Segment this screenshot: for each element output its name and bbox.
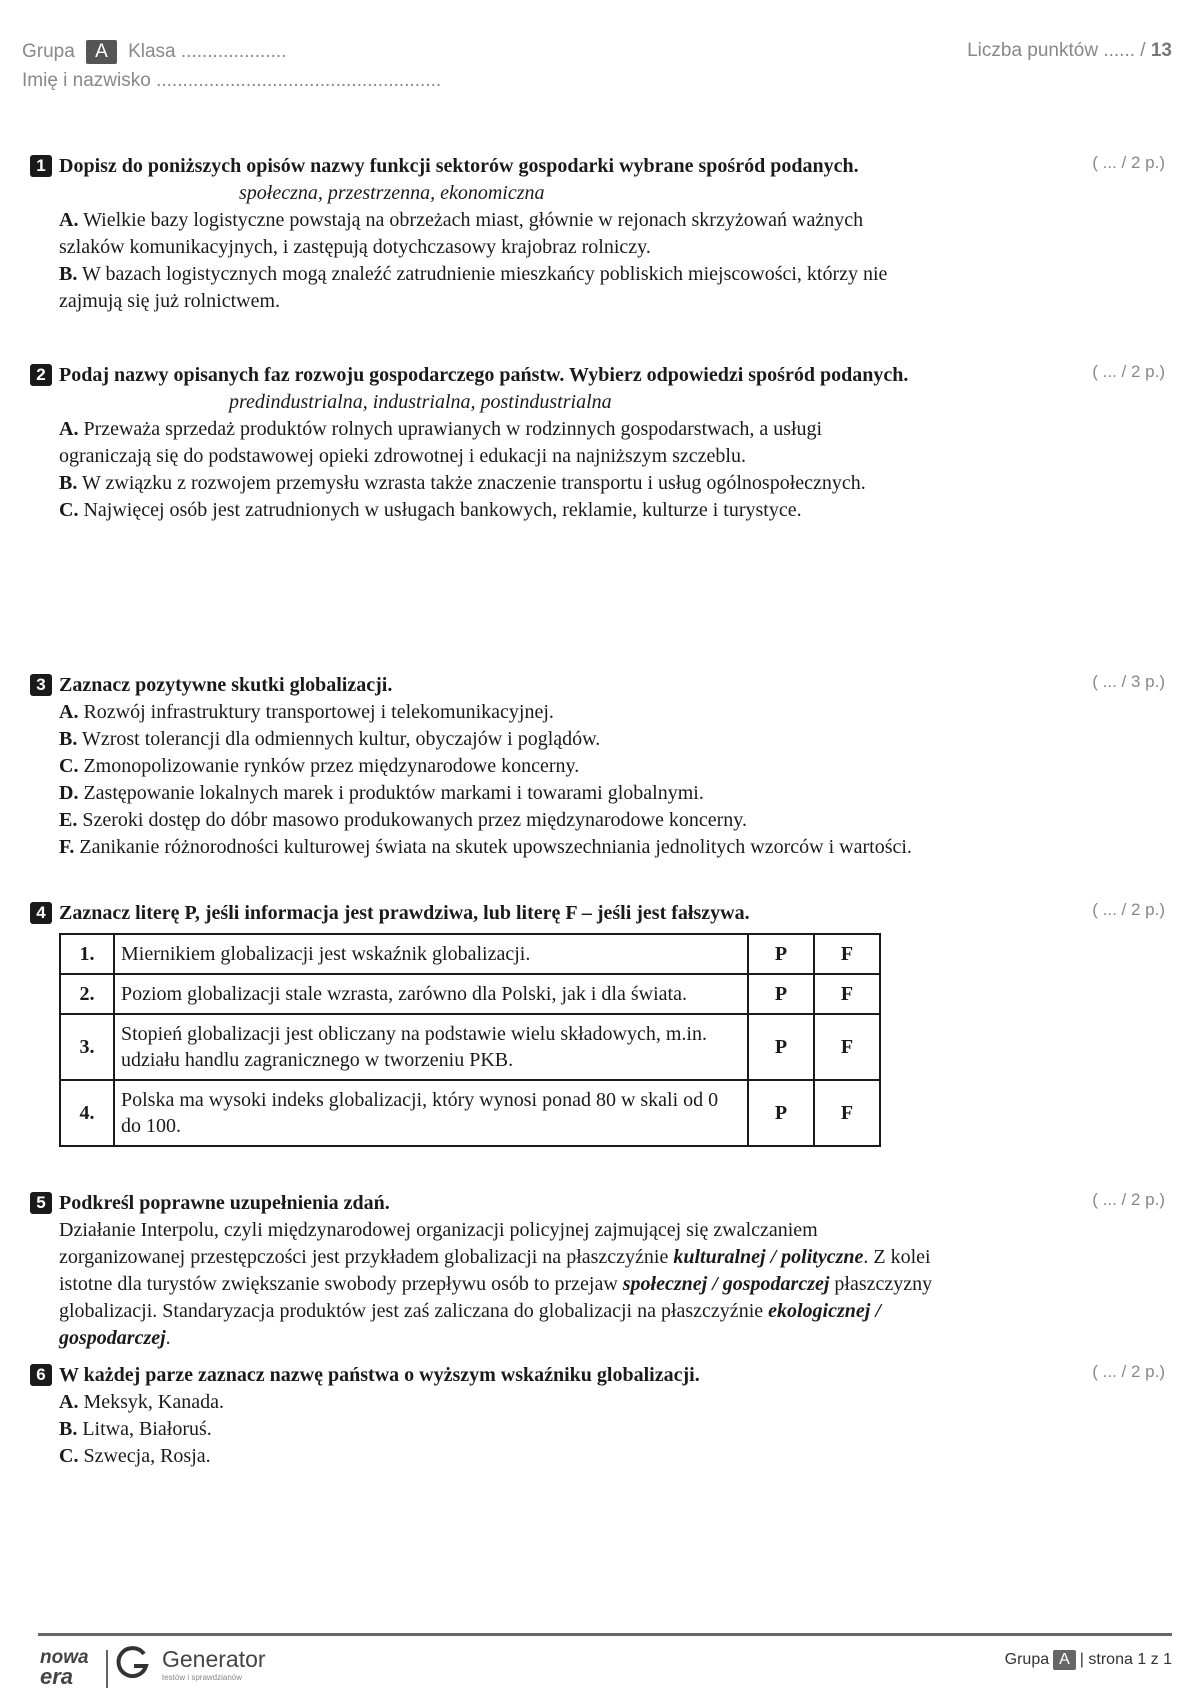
task-score: ( ... / 2 p.)	[1092, 900, 1165, 919]
task-instruction: Podkreśl poprawne uzupełnienia zdań.	[59, 1192, 390, 1214]
false-option[interactable]: F	[814, 1080, 880, 1146]
table-row	[60, 1080, 880, 1146]
task-score: ( ... / 2 p.)	[1092, 1190, 1165, 1209]
choice-pair[interactable]: kulturalnej / polityczne	[673, 1246, 864, 1268]
grupa-label: Grupa	[22, 41, 75, 62]
task-item: A. Wielkie bazy logistyczne powstają na obrzeżach miast, głównie w rejonach skrzyżowań ważnych szlaków komunikacyjnych, i zastępują dotychczasowy krajobraz rolniczy.	[59, 209, 864, 258]
row-statement: Miernikiem globalizacji jest wskaźnik globalizacji.	[114, 934, 748, 974]
task-instruction: Zaznacz literę P, jeśli informacja jest prawdziwa, lub literę F – jeśli jest fałszywa.	[59, 902, 750, 924]
name-field: Imię i nazwisko ......................................................	[22, 70, 442, 91]
task-number: 5	[30, 1192, 52, 1214]
task-item: F. Zanikanie różnorodności kulturowej świata na skutek upowszechniania jednolitych wzorców i wartości.	[59, 836, 912, 858]
task-item: A. Meksyk, Kanada.	[59, 1391, 224, 1413]
task-item: B. Litwa, Białoruś.	[59, 1418, 212, 1440]
task-options: predindustrialna, industrialna, postindustrialna	[229, 391, 612, 413]
nowa-era-logo: nowa era	[40, 1647, 89, 1689]
true-false-table	[59, 933, 881, 1147]
task-paragraph: Działanie Interpolu, czyli międzynarodowej organizacji policyjnej zajmującej się zwalczaniem zorganizowanej przestępczości jest przykładem globalizacji na płaszczyźnie kulturalnej / polityczne. Z kolei istotne dla turystów zwiększanie swobody przepływu osób to przejaw społecznej / gospodarczej płaszczyzny globalizacji. Standaryzacja produktów jest zaś zaliczana do globalizacji na płaszczyźnie ekologicznej / gospodarczej.	[59, 1219, 933, 1349]
points-field	[967, 40, 1172, 62]
task-2	[30, 362, 1165, 524]
grupa-badge: A	[86, 40, 117, 64]
true-option[interactable]: P	[748, 974, 814, 1014]
generator-g-icon	[116, 1646, 150, 1680]
task-item: A. Przeważa sprzedaż produktów rolnych uprawianych w rodzinnych gospodarstwach, a usługi ograniczają się do podstawowej opieki zdrowotnej i edukacji na najniższym szczeblu.	[59, 418, 823, 467]
task-4	[30, 900, 1165, 1147]
task-item: D. Zastępowanie lokalnych marek i produktów markami i towarami globalnymi.	[59, 782, 704, 804]
task-options: społeczna, przestrzenna, ekonomiczna	[239, 182, 545, 204]
choice-pair[interactable]: ekologicznej / gospodarczej	[59, 1300, 881, 1349]
task-item: C. Szwecja, Rosja.	[59, 1445, 211, 1467]
task-instruction: Dopisz do poniższych opisów nazwy funkcji sektorów gospodarki wybrane spośród podanych.	[59, 155, 859, 177]
task-item: B. Wzrost tolerancji dla odmiennych kultur, obyczajów i poglądów.	[59, 728, 601, 750]
false-option[interactable]: F	[814, 1014, 880, 1080]
task-item: E. Szeroki dostęp do dóbr masowo produkowanych przez międzynarodowe koncerny.	[59, 809, 747, 831]
task-number: 2	[30, 364, 52, 386]
task-instruction: Podaj nazwy opisanych faz rozwoju gospodarczego państw. Wybierz odpowiedzi spośród podanych.	[59, 364, 909, 386]
points-label: Liczba punktów ...... /	[967, 40, 1146, 61]
task-score: ( ... / 2 p.)	[1092, 362, 1165, 381]
true-option[interactable]: P	[748, 934, 814, 974]
table-row	[60, 1014, 880, 1080]
task-6	[30, 1362, 1165, 1470]
generator-logo-text: Generator	[162, 1646, 266, 1672]
task-number: 1	[30, 155, 52, 177]
true-option[interactable]: P	[748, 1080, 814, 1146]
task-score: ( ... / 2 p.)	[1092, 1362, 1165, 1381]
task-instruction: W każdej parze zaznacz nazwę państwa o wyższym wskaźniku globalizacji.	[59, 1364, 700, 1386]
task-5	[30, 1190, 1165, 1352]
choice-pair[interactable]: społecznej / gospodarczej	[622, 1273, 830, 1295]
table-row	[60, 974, 880, 1014]
row-number: 3.	[60, 1014, 114, 1080]
logo-divider	[106, 1650, 108, 1688]
task-number: 6	[30, 1364, 52, 1386]
page-footer	[38, 1633, 1172, 1696]
task-item: C. Zmonopolizowanie rynków przez międzynarodowe koncerny.	[59, 755, 580, 777]
row-number: 4.	[60, 1080, 114, 1146]
task-item: C. Najwięcej osób jest zatrudnionych w usługach bankowych, reklamie, kulturze i turystyce.	[59, 499, 802, 521]
row-number: 2.	[60, 974, 114, 1014]
task-1	[30, 153, 1165, 315]
klasa-field: Klasa ....................	[128, 41, 287, 62]
task-item: A. Rozwój infrastruktury transportowej i telekomunikacyjnej.	[59, 701, 554, 723]
row-number: 1.	[60, 934, 114, 974]
row-statement: Poziom globalizacji stale wzrasta, zarówno dla Polski, jak i dla świata.	[114, 974, 748, 1014]
false-option[interactable]: F	[814, 974, 880, 1014]
task-number: 4	[30, 902, 52, 924]
points-total: 13	[1150, 40, 1172, 61]
generator-logo-subtitle: testów i sprawdzianów	[162, 1673, 243, 1682]
task-3	[30, 672, 1165, 861]
task-number: 3	[30, 674, 52, 696]
true-option[interactable]: P	[748, 1014, 814, 1080]
table-row	[60, 934, 880, 974]
task-item: B. W bazach logistycznych mogą znaleźć zatrudnienie mieszkańcy pobliskich miejscowości, którzy nie zajmują się już rolnictwem.	[59, 263, 888, 312]
grupa-badge: A	[1053, 1650, 1076, 1670]
task-score: ( ... / 2 p.)	[1092, 153, 1165, 172]
false-option[interactable]: F	[814, 934, 880, 974]
page-info: Grupa A | strona 1 z 1	[1004, 1651, 1172, 1668]
worksheet-header	[22, 40, 1172, 92]
row-statement: Stopień globalizacji jest obliczany na podstawie wielu składowych, m.in. udziału handlu zagranicznego w tworzeniu PKB.	[114, 1014, 748, 1080]
row-statement: Polska ma wysoki indeks globalizacji, który wynosi ponad 80 w skali od 0 do 100.	[114, 1080, 748, 1146]
task-item: B. W związku z rozwojem przemysłu wzrasta także znaczenie transportu i usług ogólnospołecznych.	[59, 472, 866, 494]
task-instruction: Zaznacz pozytywne skutki globalizacji.	[59, 674, 393, 696]
task-score: ( ... / 3 p.)	[1092, 672, 1165, 691]
